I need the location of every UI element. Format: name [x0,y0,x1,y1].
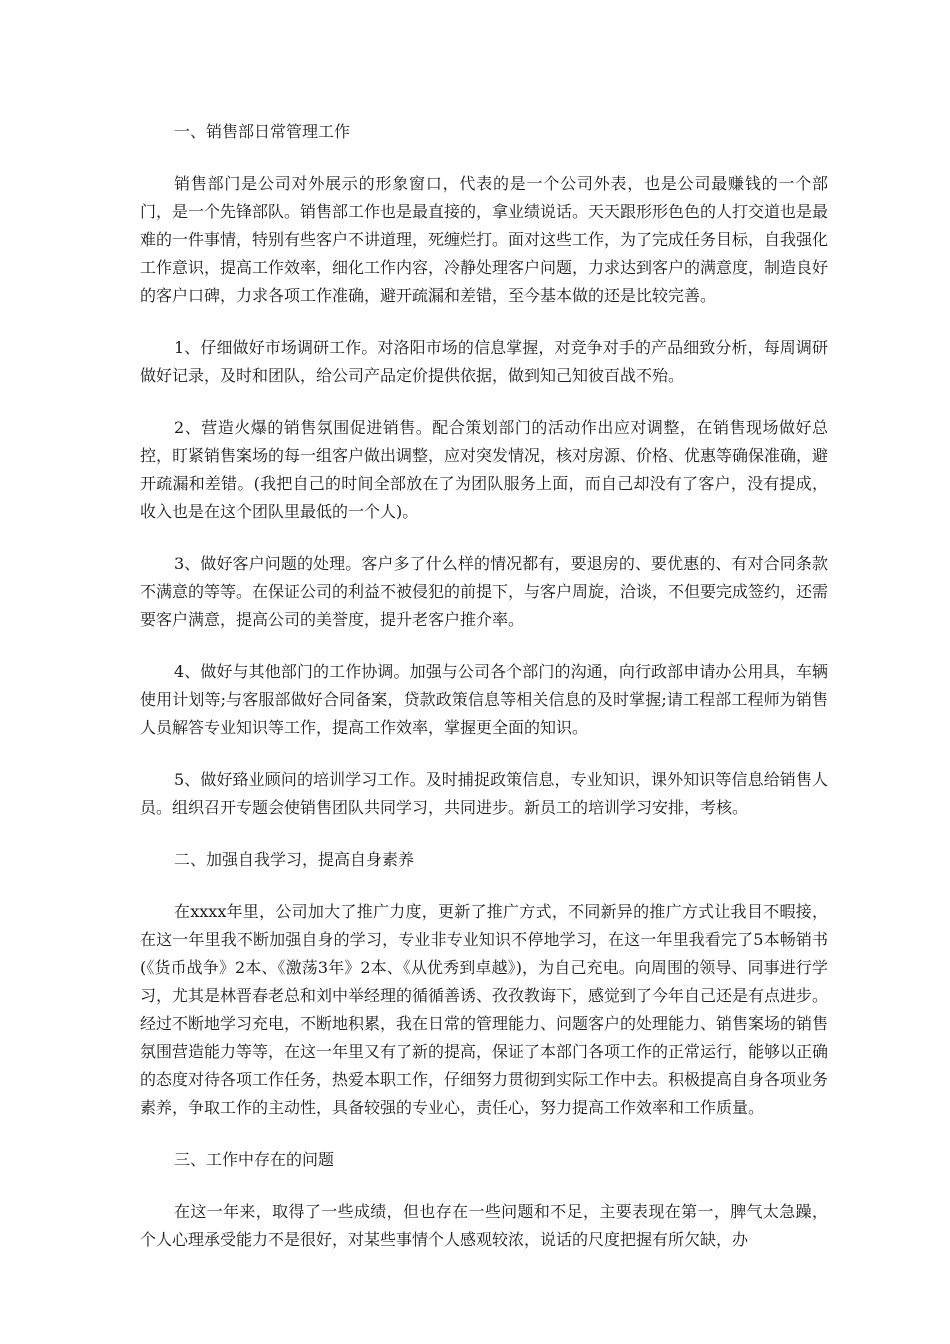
paragraph: 2、营造火爆的销售氛围促进销售。配合策划部门的活动作出应对调整，在销售现场做好总控，盯紧销售案场的每一组客户做出调整，应对突发情况，核对房源、价格、优惠等确保准确，避开疏漏和差错。(我把自己的时间全部放在了为团队服务上面，而自己却没有了客户，没有提成，收入也是在这个团队里最低的一个人)。 [140,418,829,521]
paragraph: 在这一年来，取得了一些成绩，但也存在一些问题和不足，主要表现在第一，脾气太急躁，个人心理承受能力不是很好，对某些事情个人感观较浓，说话的尺度把握有所欠缺，办 [140,1202,828,1249]
paragraph: 1、仔细做好市场调研工作。对洛阳市场的信息掌握，对竞争对手的产品细致分析，每周调研做好记录，及时和团队，给公司产品定价提供依据，做到知己知彼百战不殆。 [140,338,828,385]
section-heading-1: 一、销售部日常管理工作 [174,122,351,141]
paragraph: 3、做好客户问题的处理。客户多了什么样的情况都有，要退房的、要优惠的、有对合同条款不满意的等等。在保证公司的利益不被侵犯的前提下，与客户周旋，洽谈，不但要完成签约，还需要客户满意，提高公司的美誉度，提升老客户推介率。 [140,554,829,629]
paragraph: 4、做好与其他部门的工作协调。加强与公司各个部门的沟通，向行政部申请办公用具，车辆使用计划等;与客服部做好合同备案，贷款政策信息等相关信息的及时掌握;请工程部工程师为销售人员解答专业知识等工作，提高工作效率，掌握更全面的知识。 [140,662,828,737]
paragraph: 5、做好臵业顾问的培训学习工作。及时捕捉政策信息，专业知识，课外知识等信息给销售人员。组织召开专题会使销售团队共同学习，共同进步。新员工的培训学习安排，考核。 [140,770,828,817]
document-body [140,118,828,1278]
paragraph: 销售部门是公司对外展示的形象窗口，代表的是一个公司外表，也是公司最赚钱的一个部门，是一个先锋部队。销售部工作也是最直接的，拿业绩说话。天天跟形形色色的人打交道也是最难的一件事情，特别有些客户不讲道理，死缠烂打。面对这些工作，为了完成任务目标，自我强化工作意识，提高工作效率，细化工作内容，冷静处理客户问题，力求达到客户的满意度，制造良好的客户口碑，力求各项工作准确，避开疏漏和差错，至今基本做的还是比较完善。 [140,174,829,305]
section-heading-2: 二、加强自我学习，提高自身素养 [174,850,415,869]
section-heading-3: 三、工作中存在的问题 [174,1150,335,1169]
paragraph: 在xxxx年里，公司加大了推广力度，更新了推广方式，不同新异的推广方式让我目不暇接，在这一年里我不断加强自身的学习，专业非专业知识不停地学习，在这一年里我看完了5本畅销书(《货币战争》2本、《激荡3年》2本、《从优秀到卓越》)，为自己充电。向周围的领导、同事进行学习，尤其是林晋春老总和刘中举经理的循循善诱、孜孜教诲下，感觉到了今年自己还是有点进步。经过不断地学习充电，不断地积累，我在日常的管理能力、问题客户的处理能力、销售案场的销售氛围营造能力等等，在这一年里又有了新的提高，保证了本部门各项工作的正常运行，能够以正确的态度对待各项工作任务，热爱本职工作，仔细努力贯彻到实际工作中去。积极提高自身各项业务素养，争取工作的主动性，具备较强的专业心，责任心，努力提高工作效率和工作质量。 [140,902,829,1117]
